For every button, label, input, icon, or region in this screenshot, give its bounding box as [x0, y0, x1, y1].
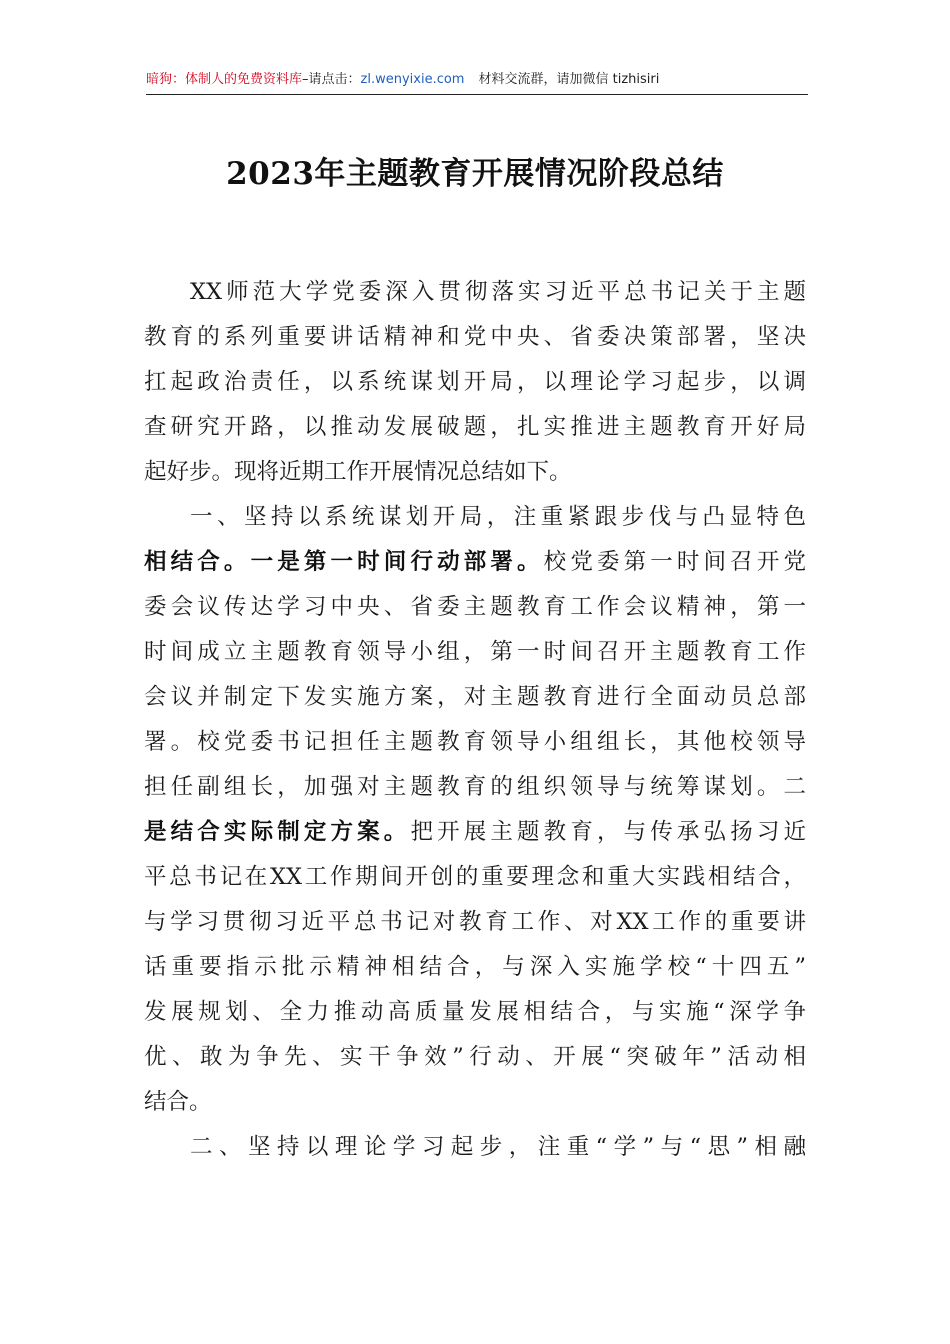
section-heading-2: 二、坚持以理论学习起步，注重“学”与“思”相融 [190, 1134, 806, 1160]
document-body [144, 270, 806, 1170]
body-line-text: 把开展主题教育，与传承弘扬习近 [410, 819, 806, 845]
body-line: 查研究开路，以推动发展破题，扎实推进主题教育开好局 [144, 414, 806, 440]
section-heading-1: 一、坚持以系统谋划开局，注重紧跟步伐与凸显特色 [190, 504, 806, 530]
body-line: 话重要指示批示精神相结合，与深入实施学校“十四五” [144, 954, 806, 980]
header-click-prompt: –请点击： [302, 72, 361, 87]
header-wechat-note: 材料交流群，请加微信 tizhisiri [478, 72, 660, 87]
subheading-first-action: 相结合。一是第一时间行动部署。 [144, 549, 544, 575]
body-line: 优、敢为争先、实干争效”行动、开展“突破年”活动相 [144, 1044, 806, 1070]
body-line [144, 810, 806, 855]
document-title: 2023年主题教育开展情况阶段总结 [226, 156, 724, 192]
body-line: 起好步。现将近期工作开展情况总结如下。 [144, 459, 572, 485]
body-line: 教育的系列重要讲话精神和党中央、省委决策部署，坚决 [144, 324, 806, 350]
body-line: 扛起政治责任，以系统谋划开局，以理论学习起步，以调 [144, 369, 806, 395]
body-line: XX师范大学党委深入贯彻落实习近平总书记关于主题 [190, 279, 806, 305]
body-line: 时间成立主题教育领导小组，第一时间召开主题教育工作 [144, 639, 806, 665]
body-line: 委会议传达学习中央、省委主题教育工作会议精神，第一 [144, 594, 806, 620]
body-line: 与学习贯彻习近平总书记对教育工作、对XX工作的重要讲 [144, 909, 806, 935]
header-site-name: 暗狗：体制人的免费资料库 [146, 72, 303, 87]
body-line: 平总书记在XX工作期间开创的重要理念和重大实践相结合， [144, 864, 806, 890]
body-line: 担任副组长，加强对主题教育的组织领导与统筹谋划。二 [144, 774, 806, 800]
header-url-link[interactable]: zl.wenyixie.com [360, 72, 465, 87]
body-line [144, 540, 806, 585]
body-line: 结合。 [144, 1089, 212, 1115]
body-line: 署。校党委书记担任主题教育领导小组组长，其他校领导 [144, 729, 806, 755]
body-line: 会议并制定下发实施方案，对主题教育进行全面动员总部 [144, 684, 806, 710]
subheading-plan: 是结合实际制定方案。 [144, 819, 411, 845]
body-line: 发展规划、全力推动高质量发展相结合，与实施“深学争 [144, 999, 806, 1025]
body-line-text: 校党委第一时间召开党 [543, 549, 806, 575]
page-header [146, 70, 808, 95]
